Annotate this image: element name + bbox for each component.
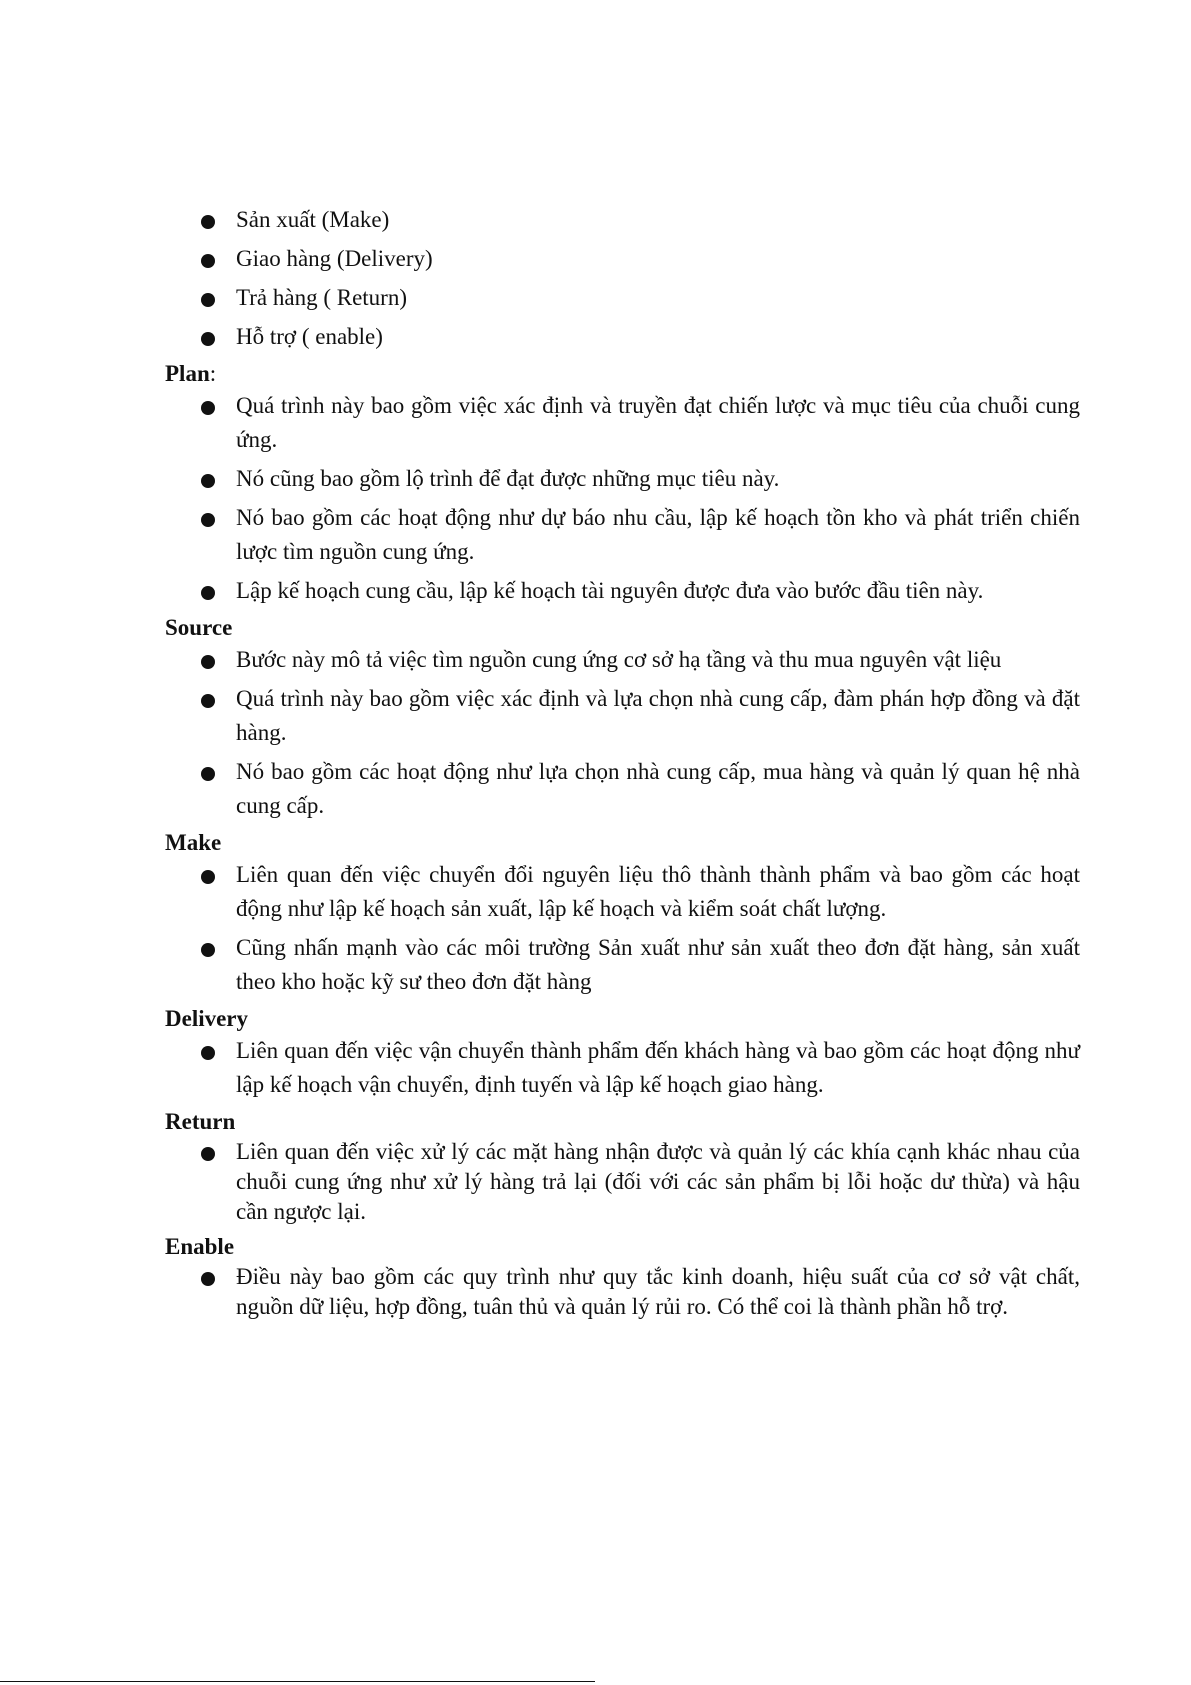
- list-item-text: Nó cũng bao gồm lộ trình để đạt được những mục tiêu này.: [236, 466, 780, 491]
- section-heading-enable: Enable: [165, 1234, 235, 1259]
- list-item-text: Nó bao gồm các hoạt động như dự báo nhu cầu, lập kế hoạch tồn kho và phát triển chiến lược tìm nguồn cung ứng.: [236, 505, 1080, 564]
- bullet-icon: [201, 1046, 215, 1060]
- list-item: [165, 320, 1080, 354]
- section-heading-return: Return: [165, 1109, 236, 1134]
- bullet-icon: [201, 1272, 215, 1286]
- heading-colon: :: [209, 361, 217, 386]
- section-heading-delivery: Delivery: [165, 1006, 249, 1031]
- list-item: [165, 682, 1080, 750]
- bullet-icon: [201, 586, 215, 600]
- list-item-text: Sản xuất (Make): [236, 207, 390, 232]
- list-item-text: Liên quan đến việc chuyển đổi nguyên liệu thô thành thành phẩm và bao gồm các hoạt động như lập kế hoạch sản xuất, lập kế hoạch và kiểm soát chất lượng.: [236, 862, 1080, 921]
- document-body: [165, 203, 1080, 1327]
- bullet-icon: [201, 767, 215, 781]
- bullet-icon: [201, 694, 215, 708]
- list-item: [165, 643, 1080, 677]
- list-item: [165, 1137, 1080, 1227]
- list-item-text: Quá trình này bao gồm việc xác định và truyền đạt chiến lược và mục tiêu của chuỗi cung ứng.: [236, 393, 1080, 452]
- bullet-icon: [201, 474, 215, 488]
- list-item: [165, 858, 1080, 926]
- list-item: [165, 462, 1080, 496]
- list-item-text: Giao hàng (Delivery): [236, 246, 433, 271]
- list-item-text: Quá trình này bao gồm việc xác định và lựa chọn nhà cung cấp, đàm phán hợp đồng và đặt hàng.: [236, 686, 1080, 745]
- source-list: [165, 643, 1080, 823]
- bullet-icon: [201, 254, 215, 268]
- heading-text: Plan: [165, 361, 210, 386]
- list-item: [165, 574, 1080, 608]
- section-heading-source: Source: [165, 615, 233, 640]
- return-list: [165, 1137, 1080, 1227]
- delivery-list: [165, 1034, 1080, 1102]
- bullet-icon: [201, 870, 215, 884]
- list-item: [165, 501, 1080, 569]
- list-item: [165, 931, 1080, 999]
- bullet-icon: [201, 332, 215, 346]
- list-item: [165, 242, 1080, 276]
- bullet-icon: [201, 655, 215, 669]
- make-list: [165, 858, 1080, 999]
- list-item-text: Điều này bao gồm các quy trình như quy tắc kinh doanh, hiệu suất của cơ sở vật chất, nguồn dữ liệu, hợp đồng, tuân thủ và quản lý rủi ro. Có thể coi là thành phần hỗ trợ.: [236, 1264, 1080, 1319]
- list-item: [165, 203, 1080, 237]
- section-heading-make: Make: [165, 830, 222, 855]
- intro-list: [165, 203, 1080, 354]
- list-item-text: Nó bao gồm các hoạt động như lựa chọn nhà cung cấp, mua hàng và quản lý quan hệ nhà cung cấp.: [236, 759, 1080, 818]
- bullet-icon: [201, 1147, 215, 1161]
- enable-list: [165, 1262, 1080, 1322]
- list-item-text: Liên quan đến việc vận chuyển thành phẩm đến khách hàng và bao gồm các hoạt động như lập kế hoạch vận chuyển, định tuyến và lập kế hoạch giao hàng.: [236, 1038, 1080, 1097]
- plan-list: [165, 389, 1080, 608]
- list-item: [165, 281, 1080, 315]
- bullet-icon: [201, 293, 215, 307]
- list-item: [165, 1034, 1080, 1102]
- bullet-icon: [201, 215, 215, 229]
- list-item-text: Hỗ trợ ( enable): [236, 324, 383, 349]
- list-item: [165, 389, 1080, 457]
- list-item-text: Trả hàng ( Return): [236, 285, 407, 310]
- list-item-text: Bước này mô tả việc tìm nguồn cung ứng cơ sở hạ tầng và thu mua nguyên vật liệu: [236, 647, 1002, 672]
- bullet-icon: [201, 401, 215, 415]
- footnote-divider: [0, 1681, 595, 1682]
- section-heading-plan: [165, 359, 1080, 389]
- list-item: [165, 1262, 1080, 1322]
- list-item-text: Lập kế hoạch cung cầu, lập kế hoạch tài nguyên được đưa vào bước đầu tiên này.: [236, 578, 984, 603]
- bullet-icon: [201, 943, 215, 957]
- list-item-text: Cũng nhấn mạnh vào các môi trường Sản xuất như sản xuất theo đơn đặt hàng, sản xuất theo kho hoặc kỹ sư theo đơn đặt hàng: [236, 935, 1080, 994]
- list-item: [165, 755, 1080, 823]
- bullet-icon: [201, 513, 215, 527]
- list-item-text: Liên quan đến việc xử lý các mặt hàng nhận được và quản lý các khía cạnh khác nhau của chuỗi cung ứng như xử lý hàng trả lại (đối với các sản phẩm bị lỗi hoặc dư thừa) và hậu cần ngược lại.: [236, 1139, 1080, 1224]
